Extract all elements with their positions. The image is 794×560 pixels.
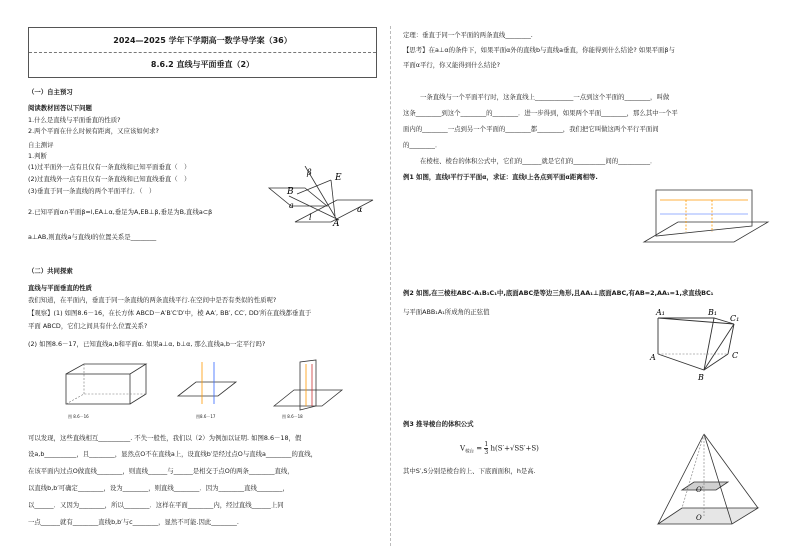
proof-line-6: 一点______就有________直线b,b′与c________，显然不可能.因此________. (28, 518, 239, 526)
example-3: 例3 推导棱台的体积公式 (403, 420, 474, 428)
svg-text:β: β (307, 168, 312, 177)
think-line-1: 【思考】在a⊥α的条件下，如果平面α外的直线b与直线a垂直，你能得到什么结论? 如果平面β与 (403, 46, 675, 54)
svg-text:O: O (696, 514, 702, 522)
sec2-title: （二）共同探索 (28, 267, 73, 275)
plane-figure (265, 166, 377, 228)
topic-title: 直线与平面垂直的性质 (28, 284, 92, 292)
example-2-line2: 与平面ABB₁A₁所成角的正弦值 (403, 308, 490, 316)
problem-2-line1: 2.已知平面α∩平面β=l,EA⊥α,垂足为A,EB⊥β,垂足为B,直线a⊂β (28, 208, 213, 216)
question-2: 2.两个平面在什么时候有距离，又应该如何求? (28, 127, 159, 135)
svg-text:A: A (333, 219, 340, 228)
observe-3: (2) 如图8.6－17，已知直线a,b和平面α. 如果a⊥α, b⊥α, 那么直线a,b一定平行吗? (28, 340, 266, 348)
think-line-2: 平面α平行，你又能得到什么结论? (403, 61, 501, 69)
formula-subscript: 棱台 (465, 449, 475, 455)
proof-line-3: 在该平面内过点O做直线________，则直线______与______是相交于点O的两条________直线， (28, 467, 294, 475)
example-1-figure (640, 186, 770, 246)
judge-1: (1)过平面外一点有且仅有一条直线和已知平面垂直（ ） (28, 163, 191, 171)
proof-line-4: 以直线b,b′可确定________，设为________，则直线________．因为________直线________， (28, 484, 289, 492)
distance-line-1: 一条直线与一个平面平行时，这条直线上____________一点到这个平面的________，叫做 (420, 93, 670, 101)
example-1: 例1 如图，直线l平行于平面α，求证：直线l上各点到平面α距离相等. (403, 173, 598, 181)
theorem: 定理：垂直于同一个平面的两条直线________. (403, 31, 533, 39)
svg-text:α: α (357, 205, 363, 214)
volume-formula (460, 441, 539, 457)
page-title: 2024—2025 学年下学期高一数学导学案（36） (113, 36, 292, 45)
svg-text:C: C (732, 351, 739, 360)
svg-text:l: l (309, 213, 312, 222)
parallel-lines-figure (174, 360, 240, 410)
proof-line-1: 可以发现，这些直线相互__________. 不失一般性，我们以（2）为例加以证明. 如图8.6－18，假 (28, 434, 302, 442)
formula-body: h(S′+√SS′+S) (490, 444, 539, 453)
caption-8-6-18: 图 8.6－18 (282, 414, 303, 419)
question-1: 1.什么是直线与平面垂直的性质? (28, 116, 121, 124)
distance-line-3: 面内的________一点到另一个平面的________都________，我们把它叫做这两个平行平面间 (403, 125, 659, 133)
formula-note: 其中S′,S分别是棱台的上、下底面面积，h是高. (403, 467, 536, 475)
problem-2-line2: a⊥AB,则直线a与直线l的位置关系是________ (28, 233, 157, 241)
svg-text:A: A (650, 353, 656, 362)
volume-remark: 在棱柱、棱台的体积公式中，它们的______就是它们的__________间的__________． (420, 157, 657, 165)
sec1-title: （一）自主预习 (28, 88, 73, 96)
self-test-title: 自主测评 (28, 141, 54, 149)
reading-task: 阅读教材回答以下问题 (28, 104, 92, 112)
observe-2: 平面 ABCD，它们之间具有什么位置关系? (28, 322, 148, 330)
section-title: 8.6.2 直线与平面垂直（2） (150, 60, 255, 69)
intro-text: 我们知道，在平面内，垂直于同一条直线的两条直线平行.在空间中是否有类似的性质呢? (28, 296, 277, 304)
svg-text:O′: O′ (696, 486, 704, 494)
caption-8-6-16: 图 8.6－16 (68, 414, 89, 419)
formula-v: V (460, 444, 466, 453)
svg-text:B: B (287, 187, 294, 197)
distance-line-4: 的________． (403, 141, 442, 149)
svg-text:B: B (698, 373, 704, 382)
frustum-figure (652, 432, 762, 546)
formula-numerator: 1 (484, 441, 489, 448)
title-divider (29, 52, 376, 53)
svg-text:B₁: B₁ (708, 308, 718, 317)
proof-line-5: 以______．又因为________，所以________．这样在平面________内，经过直线______上同 (28, 501, 284, 509)
svg-text:E: E (335, 173, 342, 183)
svg-text:a: a (289, 201, 294, 210)
proof-figure (270, 356, 346, 412)
judge-title: 1.判断 (28, 152, 47, 160)
observe-1: 【观察】(1) 如图8.6－16，在长方体 ABCD－A′B′C′D′中，棱 AA′, BB′, CC′, DD′所在直线都垂直于 (28, 309, 312, 317)
example-2-line1: 例2 如图,在三棱柱ABC-A₁B₁C₁中,底面ABC是等边三角形,且AA₁⊥底面ABC,有AB=2,AA₁=1,求直线BC₁ (403, 289, 714, 297)
svg-text:A₁: A₁ (656, 308, 665, 317)
judge-3: (3)垂直于同一条直线的两个平面平行．（ ） (28, 187, 156, 195)
column-divider (390, 26, 391, 546)
formula-equals: = (476, 444, 483, 453)
distance-line-2: 这条________到这个________的________．进一步得到，如果两个平面________，那么其中一个平 (403, 109, 678, 117)
formula-denominator: 3 (484, 449, 489, 456)
caption-8-6-17: 图8.6－17 (196, 414, 216, 419)
svg-text:C₁: C₁ (730, 314, 740, 323)
cuboid-figure (60, 360, 156, 412)
prism-figure (648, 306, 772, 382)
proof-line-2: 设a,b__________，且________，显然点O不在直线a上，设直线b′是经过点O与直线a________的直线， (28, 450, 318, 458)
title-box (28, 27, 377, 78)
judge-2: (2)过直线外一点有且仅有一条直线和已知直线垂直（ ） (28, 175, 191, 183)
